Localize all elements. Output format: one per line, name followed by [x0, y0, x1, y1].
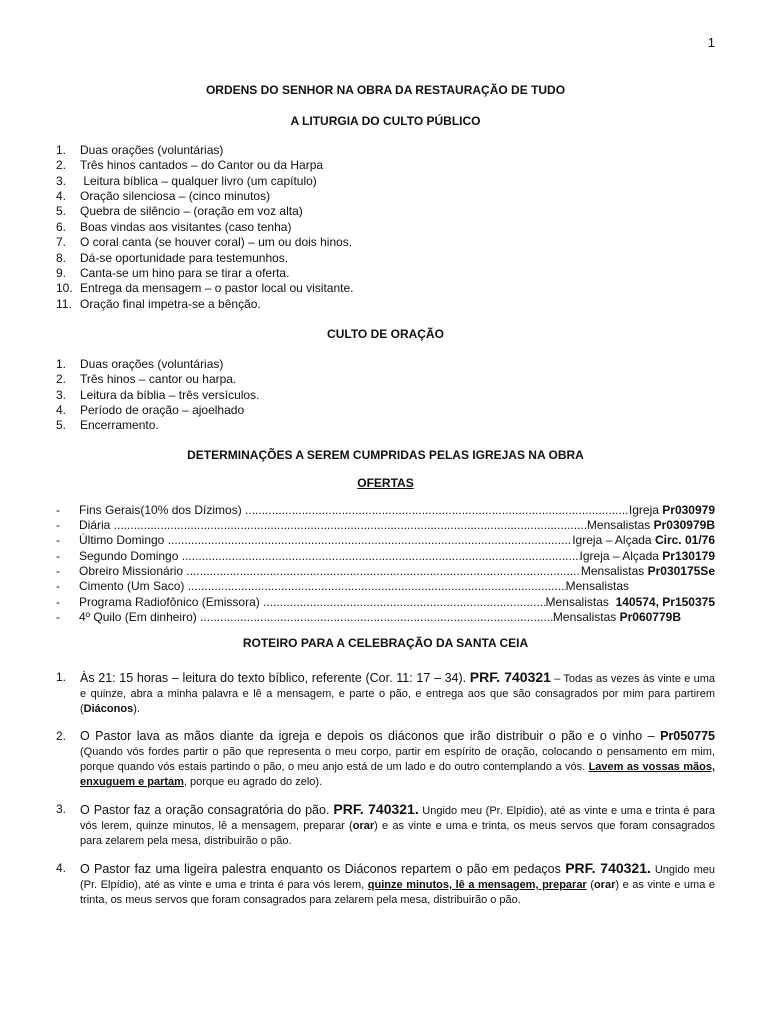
liturgia-heading: A LITURGIA DO CULTO PÚBLICO [290, 114, 481, 129]
oferta-row: - Último Domingo ..... Igreja – Alçada Circ. 01/76 [56, 533, 715, 548]
list-item: 9. Canta-se um hino para se tirar a oferta. [56, 266, 290, 281]
santa-ceia-step: 1. Às 21: 15 horas – leitura do texto bíblico, referente (Cor. 11: 17 – 34). PRF. 740321 – Todas as vezes às vinte e uma e quinze, abra a minha palavra e lê a mensagem, e parte o pão, e entrega aos que são consagrados por mim para partirem (Diáconos). [56, 669, 715, 716]
list-item: 8. Dá-se oportunidade para testemunhos. [56, 250, 289, 265]
list-item: 7. O coral canta (se houver coral) – um ou dois hinos. [56, 235, 353, 250]
oferta-row: - Diária ..... Mensalistas Pr030979B [56, 518, 715, 533]
document-body [56, 83, 715, 920]
oferta-row: - Programa Radiofônico (Emissora) ..... Mensalistas 140574, Pr150375 [56, 595, 715, 610]
liturgia-list [56, 143, 715, 312]
santa-ceia-step: 2. O Pastor lava as mãos diante da igreja e depois os diáconos que irão distribuir o pão e o vinho – Pr050775 (Quando vós fordes partir o pão que representa o meu corpo, partir em espírito de oração, colocando o pensamento em mim, porque quando vós estais partindo o pão, o meu anjo está de um lado e do outro contemplando a vós. Lavem as vossas mãos, enxuguem e partam, porque eu agrado do zelo). [56, 729, 716, 789]
list-item: 5. Quebra de silêncio – (oração em voz alta) [56, 204, 303, 219]
santa-ceia-heading: ROTEIRO PARA A CELEBRAÇÃO DA SANTA CEIA [242, 635, 529, 650]
list-item: 5. Encerramento. [56, 418, 159, 433]
list-item: 1. Duas orações (voluntárias) [56, 356, 224, 371]
santa-ceia-step: 4. O Pastor faz uma ligeira palestra enquanto os Diáconos repartem o pão em pedaços PRF. 740321. Ungido meu (Pr. Elpídio), até as vinte e uma e trinta é para vós lerem, quinze minutos, lê a mensagem, preparar (orar) e as vinte e uma e trinta, os meus servos que foram consagrados para zelarem pela mesa, distribuirão o pão. [56, 860, 715, 907]
list-item: 3. Leitura bíblica – qualquer livro (um capítulo) [56, 173, 317, 188]
list-item: 4. Oração silenciosa – (cinco minutos) [56, 189, 271, 204]
determinacoes-heading: DETERMINAÇÕES A SEREM CUMPRIDAS PELAS IGREJAS NA OBRA [187, 447, 584, 462]
santa-ceia-step: 3. O Pastor faz a oração consagratória do pão. PRF. 740321. Ungido meu (Pr. Elpídio), até as vinte e uma e trinta é para vós lerem, quinze minutos, lê a mensagem, preparar (orar) e as vinte e uma e trinta, os meus servos que foram consagrados para zelarem pela mesa, distribuirão o pão. [56, 801, 715, 848]
page-number: 1 [707, 35, 715, 50]
list-item: 1. Duas orações (voluntárias) [56, 142, 224, 157]
list-item: 2. Três hinos cantados – do Cantor ou da Harpa [56, 158, 324, 173]
culto-oracao-heading: CULTO DE ORAÇÃO [327, 327, 444, 342]
oferta-row: - Obreiro Missionário ..... Mensalistas Pr030175Se [56, 564, 715, 579]
list-item: 10. Entrega da mensagem – o pastor local ou visitante. [56, 281, 354, 296]
ofertas-heading: OFERTAS [357, 476, 414, 491]
list-item: 3. Leitura da bíblia – três versículos. [56, 387, 260, 402]
list-item: 4. Período de oração – ajoelhado [56, 402, 245, 417]
list-item: 2. Três hinos – cantor ou harpa. [56, 372, 237, 387]
oferta-row: - Cimento (Um Saco) ..... Mensalistas [56, 579, 715, 594]
oferta-row: - 4º Quilo (Em dinheiro) ..... Mensalistas Pr060779B [56, 610, 715, 625]
oferta-row: - Segundo Domingo ..... Igreja – Alçada Pr130179 [56, 549, 715, 564]
document-title: ORDENS DO SENHOR NA OBRA DA RESTAURAÇÃO DE TUDO [205, 83, 566, 97]
santa-ceia-steps [56, 670, 715, 908]
culto-oracao-list [56, 357, 715, 434]
list-item: 11. Oração final impetra-se a bênção. [56, 296, 261, 311]
oferta-row: - Fins Gerais(10% dos Dízimos) ..... Igreja Pr030979 [56, 503, 715, 518]
list-item: 6. Boas vindas aos visitantes (caso tenha) [56, 219, 292, 234]
ofertas-list [56, 503, 715, 626]
